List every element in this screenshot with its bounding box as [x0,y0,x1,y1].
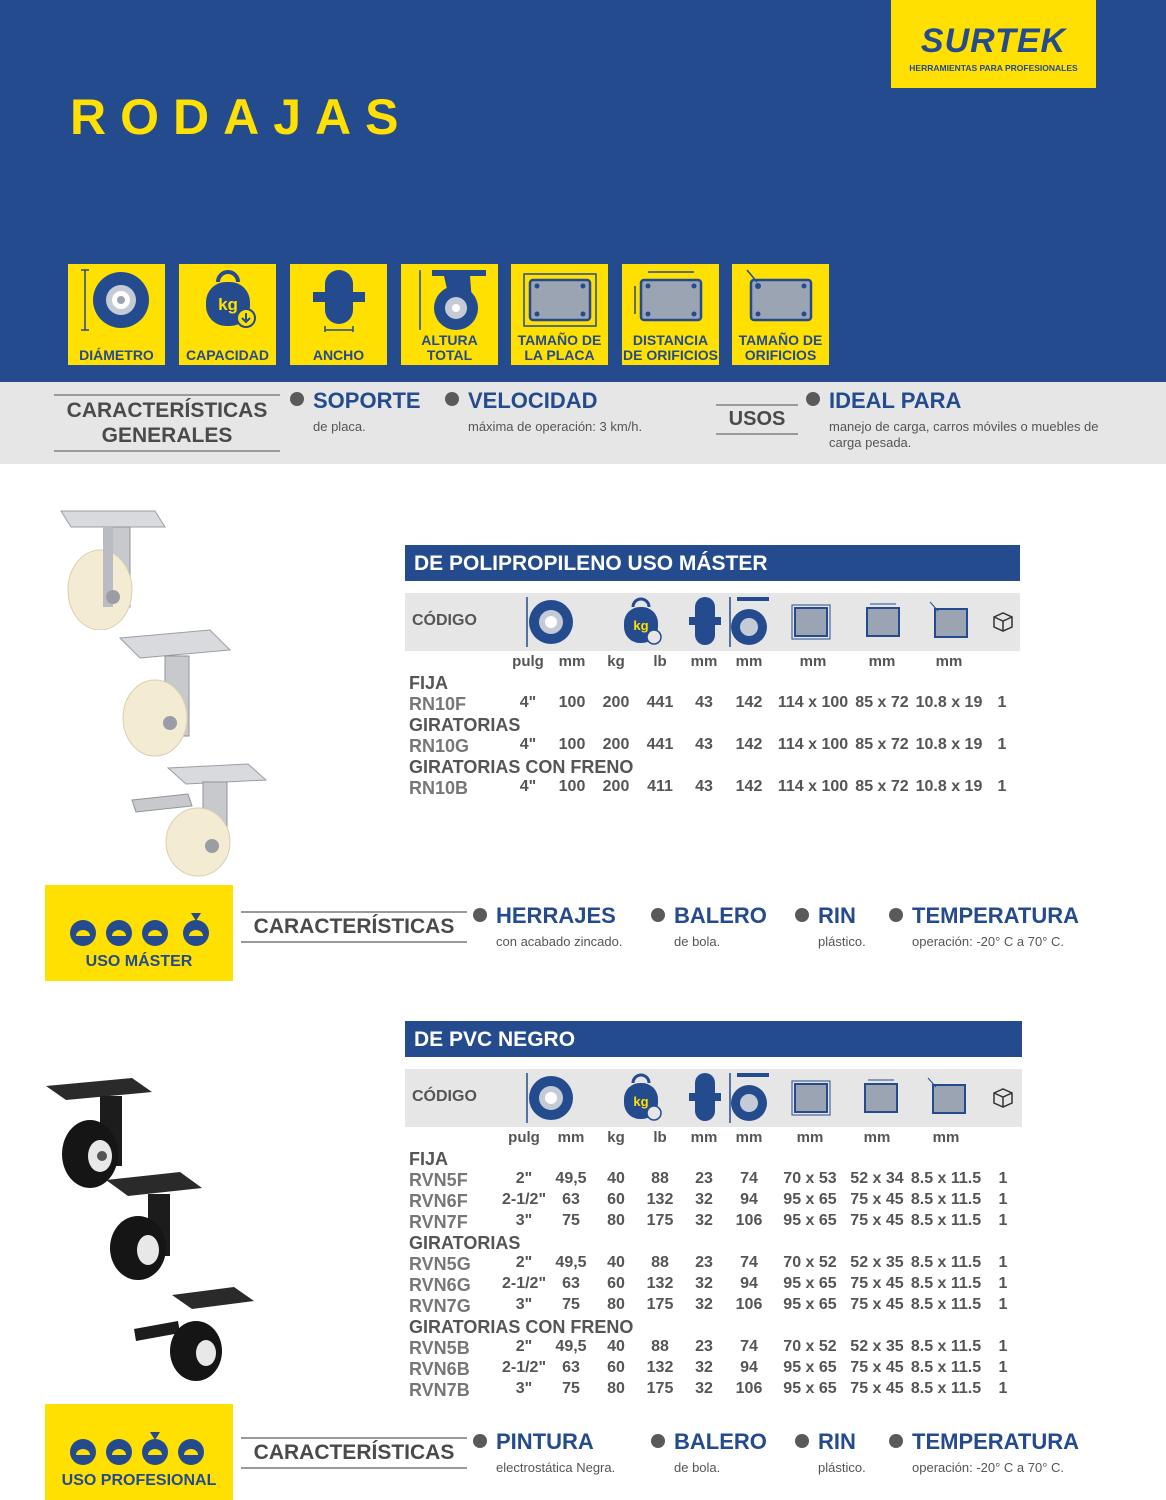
table-row [0,1191,1166,1212]
width-icon [687,1071,723,1125]
table-cell: 10.8 x 19 [915,694,983,711]
table-row [0,1296,1166,1317]
table-cell: 70 x 53 [783,1170,837,1187]
feature-desc: manejo de carga, carros móviles o muebles de carga pesada. [829,419,1099,450]
table-cell: 75 x 45 [850,1212,904,1229]
table-row [0,1254,1166,1275]
table-cell: 114 x 100 [777,778,849,795]
codigo-label: CÓDIGO [412,1088,477,1105]
table-cell: 85 x 72 [855,778,909,795]
bullet-icon [806,392,820,406]
table-icon-header [405,1069,1022,1127]
table-cell: 100 [558,778,586,795]
table-cell: 1 [998,1212,1008,1229]
table-cell: 4" [519,694,537,711]
brand-name: SURTEK [920,22,1067,60]
table-cell: 52 x 34 [850,1170,904,1187]
unit-label: mm [796,1129,824,1146]
badge-label: USO PROFESIONAL [61,1472,217,1489]
table-cell: 95 x 65 [783,1275,837,1292]
feature-desc: plástico. [818,934,866,949]
bullet-icon [795,908,809,922]
table-row [0,1275,1166,1296]
legend-total-height [401,264,498,365]
group-label: GIRATORIAS CON FRENO [409,1317,634,1337]
table-cell: 43 [695,694,713,711]
table-cell: 4" [519,778,537,795]
package-quantity-icon [991,1085,1015,1109]
table-cell: 200 [602,736,630,753]
unit-label: pulg [512,653,544,670]
legend-capacity [179,264,276,365]
hole-size-icon [928,601,972,641]
table-cell: 100 [558,694,586,711]
table-cell: 60 [607,1275,625,1292]
hole-distance-icon [860,1079,902,1117]
table-cell: 52 x 35 [850,1338,904,1355]
table-cell: 95 x 65 [783,1296,837,1313]
table-cell: 80 [607,1212,625,1229]
group-label: GIRATORIAS [409,1233,521,1253]
group-label: GIRATORIAS CON FRENO [409,757,634,777]
legend-label: ALTURA TOTAL [421,332,478,363]
feature-desc: plástico. [818,1460,866,1475]
table-cell: 60 [607,1359,625,1376]
table-cell: 94 [740,1191,758,1208]
table-cell: 8.5 x 11.5 [910,1275,982,1292]
plate-size-icon [790,1079,832,1117]
table-cell: 132 [646,1275,674,1292]
table-cell: 8.5 x 11.5 [910,1296,982,1313]
table-cell: 1 [998,1338,1008,1355]
table-cell: 32 [695,1275,713,1292]
table-cell: 32 [695,1191,713,1208]
table-cell: 63 [562,1359,580,1376]
general-characteristics [0,382,1166,464]
feature-desc: máxima de operación: 3 km/h. [468,419,643,434]
table-cell: 40 [607,1254,625,1271]
hole-size-icon [926,1077,970,1117]
table-cell: 80 [607,1296,625,1313]
total-height-icon [727,595,771,649]
bullet-icon [445,392,459,406]
diameter-icon [77,268,157,332]
table-cell: 1 [997,694,1007,711]
table-cell: 2-1/2" [501,1275,547,1292]
table-cell: 75 x 45 [850,1275,904,1292]
table-cell: 441 [646,694,674,711]
table-cell: 441 [646,736,674,753]
table-cell: 8.5 x 11.5 [910,1359,982,1376]
unit-label: mm [863,1129,891,1146]
feature-head: TEMPERATURA [912,1429,1080,1454]
feature-desc: operación: -20° C a 70° C. [912,1460,1065,1475]
table-cell: 2" [515,1254,533,1271]
legend-width [290,264,387,365]
table-cell: 142 [735,694,763,711]
svg-text:kg: kg [217,295,238,314]
table-cell: 75 [562,1212,580,1229]
table-cell: 49,5 [555,1338,587,1355]
feature-head: PINTURA [496,1429,594,1454]
table-row [0,1212,1166,1233]
table-cell: 88 [651,1338,669,1355]
table-cell: 75 x 45 [850,1359,904,1376]
table-cell: 175 [646,1296,674,1313]
table-row [0,736,1166,757]
bullet-icon [290,392,304,406]
unit-label: lb [653,1129,667,1146]
table-cell: 80 [607,1380,625,1397]
table-cell: 8.5 x 11.5 [910,1170,982,1187]
product-code: RVN5G [409,1254,471,1274]
usos-label: USOS [716,404,798,435]
table-cell: 132 [646,1191,674,1208]
bullet-icon [473,1434,487,1448]
bullet-icon [889,1434,903,1448]
codigo-label: CÓDIGO [412,612,477,629]
table-cell: 75 [562,1380,580,1397]
table-cell: 94 [740,1275,758,1292]
feature-desc: operación: -20° C a 70° C. [912,934,1065,949]
table-cell: 100 [558,736,586,753]
table-cell: 49,5 [555,1254,587,1271]
legend-label: TAMAÑO DE LA PLACA [517,332,602,363]
legend-hole-distance [622,264,719,365]
table-cell: 1 [997,778,1007,795]
use-level-badge [45,1404,233,1500]
table-cell: 8.5 x 11.5 [910,1254,982,1271]
unit-label: mm [690,1129,718,1146]
legend-label: TAMAÑO DE ORIFICIOS [738,332,823,363]
table-cell: 142 [735,778,763,795]
table-cell: 8.5 x 11.5 [910,1191,982,1208]
width-icon [687,595,723,649]
brand-tagline: HERRAMIENTAS PARA PROFESIONALES [909,63,1078,73]
legend-label: DISTANCIA DE ORIFICIOS [623,332,718,363]
unit-label: lb [653,653,667,670]
bullet-icon [651,908,665,922]
table-cell: 114 x 100 [777,736,849,753]
total-height-icon [727,1071,771,1125]
feature-head: IDEAL PARA [829,388,962,413]
table-cell: 40 [607,1170,625,1187]
legend-diameter [68,264,165,365]
bullet-icon [795,1434,809,1448]
section-header: DE PVC NEGRO [405,1021,1022,1057]
product-code: RN10B [409,778,469,798]
plate-size-icon [790,603,832,641]
table-cell: 200 [602,778,630,795]
table-cell: 1 [998,1275,1008,1292]
table-row [0,778,1166,799]
feature-head: RIN [818,1429,856,1454]
table-cell: 2-1/2" [501,1359,547,1376]
table-row [0,1338,1166,1359]
characteristics-title: CARACTERÍSTICAS [241,1437,467,1469]
page-title: RODAJAS [70,89,413,145]
table-cell: 2" [515,1338,533,1355]
badge-label: USO MÁSTER [85,953,193,970]
table-cell: 175 [646,1380,674,1397]
unit-label: mm [735,1129,763,1146]
table-cell: 1 [998,1191,1008,1208]
table-cell: 49,5 [555,1170,587,1187]
table-cell: 175 [646,1212,674,1229]
table-cell: 411 [647,778,673,795]
unit-label: mm [558,653,586,670]
table-row [0,1170,1166,1191]
table-cell: 4" [519,736,537,753]
table-cell: 106 [735,1212,763,1229]
table-cell: 52 x 35 [850,1254,904,1271]
bullet-icon [651,1434,665,1448]
feature-desc: de bola. [674,934,721,949]
product-code: RVN7G [409,1296,471,1316]
svg-text:kg: kg [633,1094,649,1109]
table-cell: 106 [735,1380,763,1397]
unit-label: mm [735,653,763,670]
table-cell: 60 [607,1191,625,1208]
svg-text:kg: kg [633,618,649,633]
table-icon-header [405,593,1020,651]
product-code: RVN5B [409,1338,470,1358]
table-cell: 3" [515,1296,533,1313]
brand-logo [891,0,1096,88]
weight-kg-icon [619,1071,663,1125]
table-cell: 88 [651,1254,669,1271]
table-cell: 95 x 65 [783,1191,837,1208]
unit-label: mm [690,653,718,670]
table-cell: 106 [735,1296,763,1313]
units-row [0,1129,1166,1149]
table-cell: 2-1/2" [501,1191,547,1208]
legend-label: CAPACIDAD [186,347,269,363]
table-cell: 1 [998,1170,1008,1187]
table-cell: 114 x 100 [777,694,849,711]
hole-size-icon [741,268,821,332]
table-cell: 3" [515,1212,533,1229]
group-label: FIJA [409,1149,449,1169]
fixed-caster-photo [55,505,175,630]
product-code: RVN6F [409,1191,468,1211]
table-cell: 23 [695,1338,713,1355]
table-cell: 70 x 52 [783,1338,837,1355]
feature-head: HERRAJES [496,903,616,928]
table-row [0,1380,1166,1401]
weight-kg-icon [188,268,268,332]
table-cell: 32 [695,1380,713,1397]
product-code: RVN7F [409,1212,468,1232]
feature-head: BALERO [674,903,767,928]
group-label: GIRATORIAS [409,715,521,735]
bullet-icon [889,908,903,922]
feature-desc: de bola. [674,1460,721,1475]
diameter-icon [523,595,575,649]
feature-desc: electrostática Negra. [496,1460,616,1475]
diameter-icon [523,1071,575,1125]
unit-label: kg [607,653,625,670]
legend-label: ANCHO [312,347,365,363]
feature-head: VELOCIDAD [468,388,598,413]
table-cell: 74 [740,1170,758,1187]
bullet-icon [473,908,487,922]
table-row [0,694,1166,715]
package-quantity-icon [991,609,1015,633]
table-cell: 63 [562,1191,580,1208]
table-cell: 8.5 x 11.5 [910,1212,982,1229]
table-cell: 95 x 65 [783,1380,837,1397]
table-cell: 85 x 72 [855,736,909,753]
table-cell: 32 [695,1359,713,1376]
table-cell: 23 [695,1254,713,1271]
feature-head: SOPORTE [313,388,421,413]
table-cell: 75 x 45 [850,1191,904,1208]
total-height-icon [410,268,490,332]
table-cell: 75 x 45 [850,1296,904,1313]
feature-desc: con acabado zincado. [496,934,623,949]
table-cell: 40 [607,1338,625,1355]
table-cell: 10.8 x 19 [915,778,983,795]
feature-desc: de placa. [313,419,366,434]
product-code: RN10G [409,736,470,756]
weight-kg-icon [619,595,663,649]
width-icon [299,268,379,332]
table-cell: 132 [646,1359,674,1376]
table-cell: 74 [740,1338,758,1355]
table-cell: 2" [515,1170,533,1187]
table-cell: 95 x 65 [783,1359,837,1376]
general-title: CARACTERÍSTICAS GENERALES [54,394,280,452]
table-cell: 1 [998,1296,1008,1313]
product-code: RVN7B [409,1380,470,1400]
product-code: RVN5F [409,1170,468,1190]
feature-head: RIN [818,903,856,928]
table-cell: 8.5 x 11.5 [910,1338,982,1355]
table-cell: 200 [602,694,630,711]
legend-label: DIÁMETRO [79,347,154,363]
unit-label: mm [557,1129,585,1146]
legend-hole-size [732,264,829,365]
table-cell: 10.8 x 19 [915,736,983,753]
feature-head: TEMPERATURA [912,903,1080,928]
group-label: FIJA [409,673,449,693]
plate-size-icon [520,268,600,332]
characteristics-title: CARACTERÍSTICAS [241,911,467,943]
table-cell: 32 [695,1212,713,1229]
product-code: RN10F [409,694,467,714]
table-cell: 70 x 52 [783,1254,837,1271]
table-cell: 8.5 x 11.5 [910,1380,982,1397]
table-cell: 95 x 65 [783,1212,837,1229]
table-cell: 94 [740,1359,758,1376]
table-cell: 75 [562,1296,580,1313]
table-cell: 142 [735,736,763,753]
unit-label: mm [868,653,896,670]
unit-label: mm [935,653,963,670]
use-level-badge [45,885,233,981]
units-row [0,653,1166,673]
table-cell: 1 [998,1380,1008,1397]
legend-plate-size [511,264,608,365]
hole-distance-icon [862,603,904,641]
hole-distance-icon [631,268,711,332]
product-code: RVN6B [409,1359,470,1379]
use-level-icons [69,913,209,947]
table-cell: 43 [695,778,713,795]
table-cell: 75 x 45 [850,1380,904,1397]
table-cell: 23 [695,1170,713,1187]
product-code: RVN6G [409,1275,471,1295]
table-cell: 43 [695,736,713,753]
header-band [0,0,1166,382]
use-level-icons [69,1432,209,1466]
table-cell: 1 [998,1359,1008,1376]
table-cell: 63 [562,1275,580,1292]
section-header: DE POLIPROPILENO USO MÁSTER [405,545,1020,581]
table-cell: 3" [515,1380,533,1397]
unit-label: mm [932,1129,960,1146]
feature-head: BALERO [674,1429,767,1454]
unit-label: pulg [508,1129,540,1146]
table-cell: 32 [695,1296,713,1313]
table-cell: 1 [998,1254,1008,1271]
table-cell: 85 x 72 [855,694,909,711]
table-cell: 88 [651,1170,669,1187]
unit-label: kg [607,1129,625,1146]
table-cell: 1 [997,736,1007,753]
table-row [0,1359,1166,1380]
table-cell: 74 [740,1254,758,1271]
unit-label: mm [799,653,827,670]
